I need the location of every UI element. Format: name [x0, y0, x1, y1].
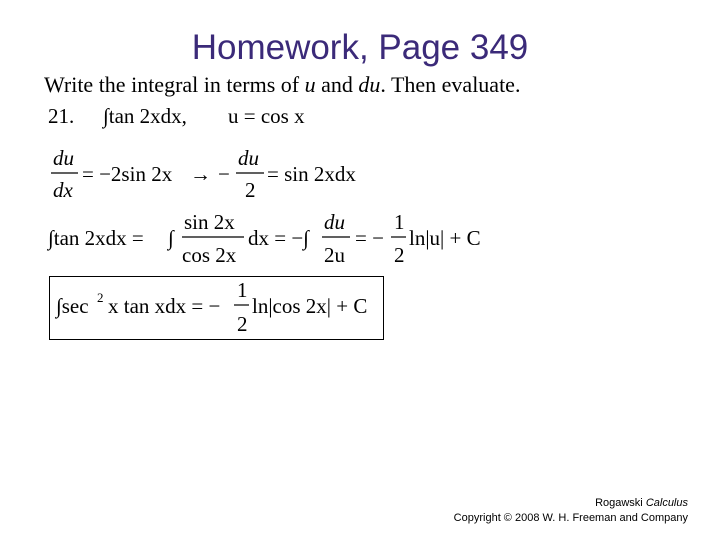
- instruction-part-1: Write the integral in terms of: [44, 72, 305, 97]
- step2-dx: dx = −∫: [248, 226, 309, 250]
- instruction-var-u: u: [304, 72, 316, 97]
- slide-title: Homework, Page 349: [191, 28, 529, 67]
- step1-mid-denominator: 2: [245, 178, 256, 202]
- answer-rhs: ln|cos 2x| + C: [252, 294, 368, 318]
- step1-arrow: →: [190, 162, 211, 186]
- instruction-part-3: . Then evaluate.: [380, 72, 521, 97]
- instruction-part-2: and: [315, 72, 359, 97]
- instruction-var-du: du: [358, 72, 381, 97]
- answer-box: [49, 276, 384, 340]
- step2-integral-sign: ∫: [168, 226, 174, 250]
- answer-frac-denominator: 2: [237, 312, 248, 336]
- credit-line-1: [454, 496, 688, 511]
- step1-left-denominator: dx: [53, 178, 73, 202]
- step1-minus: −: [218, 162, 230, 186]
- problem-substitution: u = cos x: [228, 104, 305, 128]
- answer-exponent: 2: [97, 290, 104, 305]
- step1-left-numerator: du: [53, 146, 74, 170]
- step2-frac3-denominator: 2: [394, 243, 405, 267]
- step2-frac3-numerator: 1: [394, 210, 405, 234]
- answer-lhs-end: x tan xdx = −: [108, 294, 221, 318]
- problem-number: 21.: [48, 104, 75, 128]
- step1-rhs1: = −2sin 2x: [82, 162, 173, 186]
- step2-frac2-denominator: 2u: [324, 243, 345, 267]
- step2-frac1-denominator: cos 2x: [182, 243, 237, 267]
- step2-frac1-numerator: sin 2x: [184, 210, 235, 234]
- answer-lhs-start: ∫sec: [56, 294, 89, 318]
- step1-mid-numerator: du: [238, 146, 259, 170]
- step2-tail: ln|u| + C: [409, 226, 481, 250]
- credit-line-2: Copyright © 2008 W. H. Freeman and Company: [453, 512, 688, 524]
- credit-book: Calculus: [645, 497, 688, 509]
- answer-frac-numerator: 1: [237, 278, 248, 302]
- step2-eq: = −: [355, 226, 384, 250]
- step1-rhs2: = sin 2xdx: [267, 162, 356, 186]
- credit-author: Rogawski: [595, 497, 646, 509]
- problem-integral: ∫tan 2xdx,: [103, 104, 187, 128]
- step2-lhs: ∫tan 2xdx =: [48, 226, 144, 250]
- copyright-credit: [454, 496, 688, 526]
- step2-frac2-numerator: du: [324, 210, 345, 234]
